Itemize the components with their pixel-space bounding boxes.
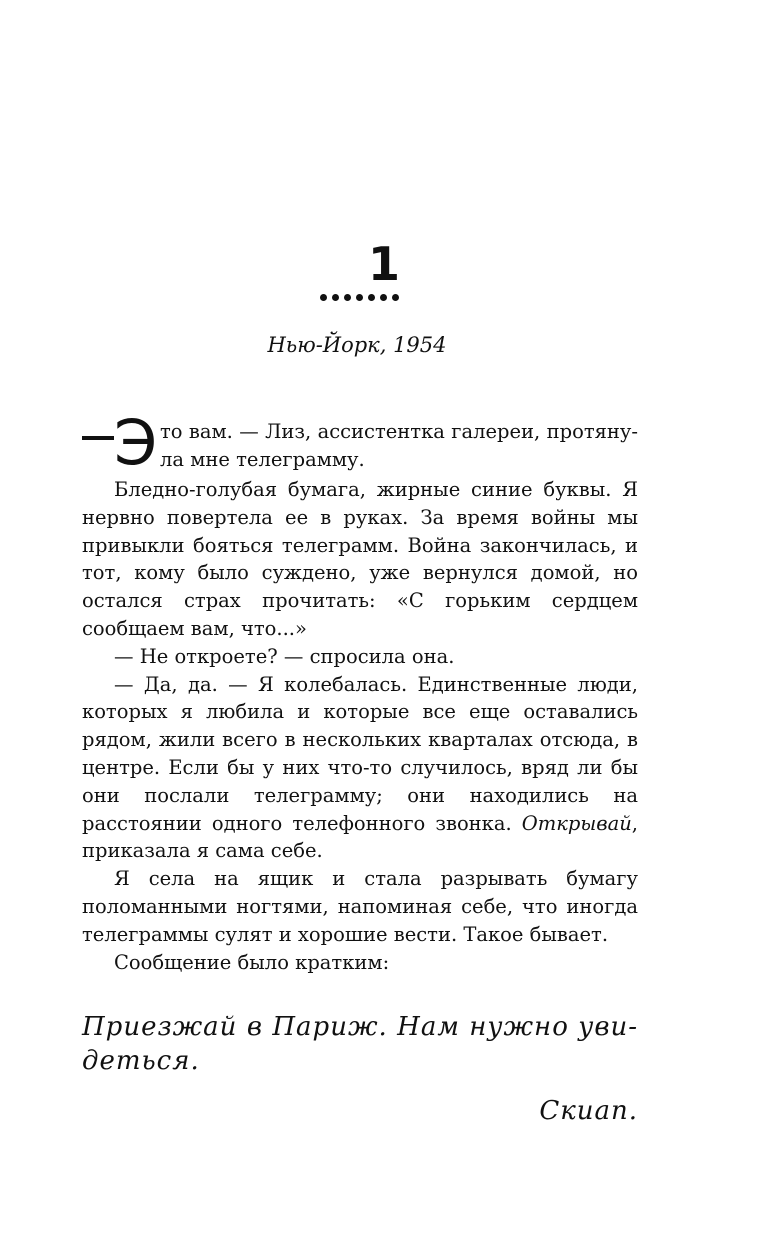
opening-paragraph <box>82 406 638 479</box>
paragraph-text: — Да, да. — Я колебалась. Единственные люди, которых я любила и которые все еще оставались рядом, жили всего в нескольких кварталах отсюда, в центре. Если бы у них что-то случилось, вряд ли бы они послали телеграмму; они находились на расстоянии одного телефонного звонка. <box>82 672 638 835</box>
divider-dot <box>320 294 327 301</box>
paragraph: Я села на ящик и стала разрывать бумагу поломанными ногтями, напоминая себе, что иногда телеграммы сулят и хорошие вести. Такое бывает. <box>82 867 638 946</box>
chapter-location: Нью-Йорк, 1954 <box>267 333 447 357</box>
body-text <box>82 406 638 976</box>
telegram-line-2: деться. <box>82 1046 200 1076</box>
paragraph-text: , приказала я сама себе. <box>82 811 638 863</box>
paragraph: Бледно-голубая бумага, жирные синие буквы. Я нервно повертела ее в руках. За время войны мы привыкли бояться телеграмм. Война закончилась, и тот, кому было суждено, уже вернулся домой, но остался страх прочитать: «С горьким сердцем сообщаем вам, что...» <box>82 478 638 640</box>
paragraph: — Не откроете? — спросила она. <box>114 644 455 668</box>
paragraph: Сообщение было кратким: <box>114 950 390 974</box>
divider-dot <box>368 294 375 301</box>
drop-cap: Э <box>114 406 158 479</box>
telegram-signature: Скиап. <box>539 1096 638 1126</box>
chapter-number: 1 <box>367 237 400 291</box>
divider-dot <box>332 294 339 301</box>
dialogue-dash <box>82 436 114 440</box>
telegram-message <box>82 1010 638 1078</box>
chapter-divider-dots <box>320 294 399 301</box>
divider-dot <box>380 294 387 301</box>
telegram-line-1: Приезжай в Париж. Нам нужно уви- <box>82 1012 638 1042</box>
opening-line-2: ла мне телеграмму. <box>160 448 365 471</box>
emphasis-text: Открывай <box>521 811 632 835</box>
divider-dot <box>392 294 399 301</box>
divider-dot <box>344 294 351 301</box>
divider-dot <box>356 294 363 301</box>
paragraph <box>82 671 638 866</box>
opening-line-1: то вам. — Лиз, ассистентка галереи, протяну- <box>160 420 638 443</box>
